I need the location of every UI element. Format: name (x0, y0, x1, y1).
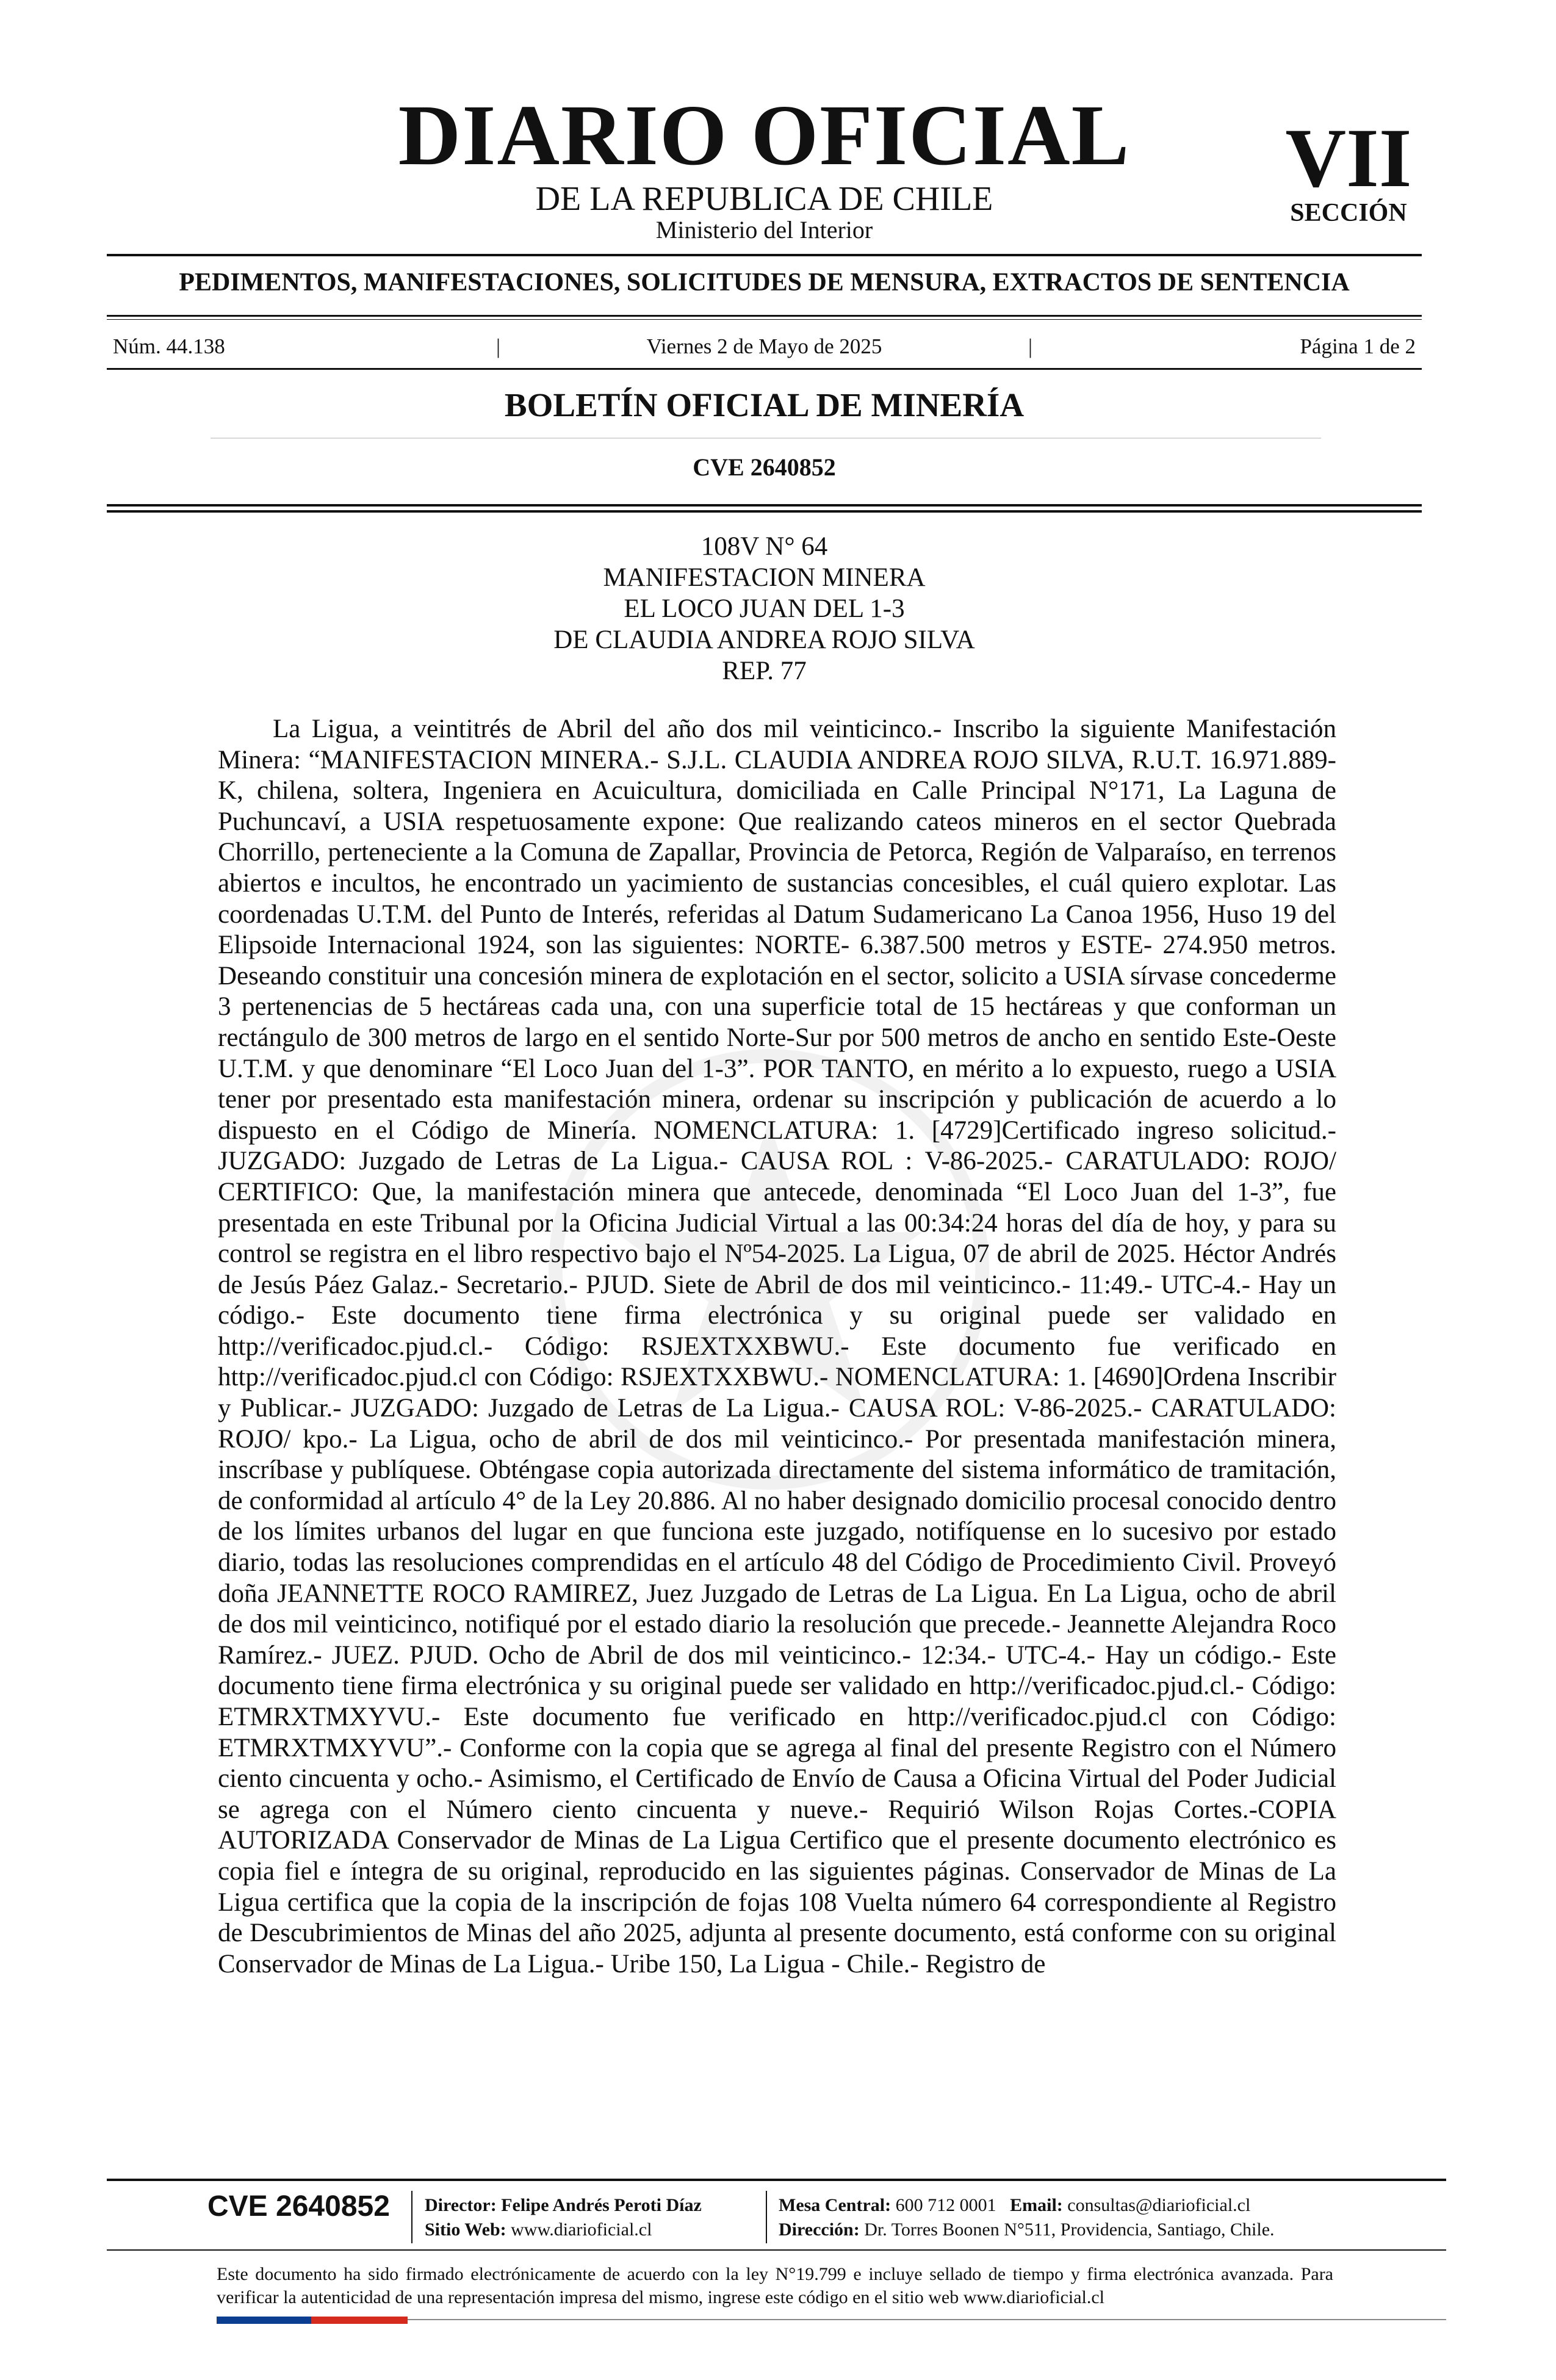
section-label: SECCIÓN (1290, 199, 1407, 227)
issue-info-row (113, 331, 1416, 362)
category-divider-bottom (107, 319, 1422, 320)
footer-contact-block (779, 2193, 1275, 2242)
section-number: VII (1285, 111, 1412, 204)
bulletin-title: BOLETÍN OFICIAL DE MINERÍA (504, 386, 1025, 424)
director-name: Felipe Andrés Peroti Díaz (501, 2195, 702, 2215)
email-label: Email: (1010, 2195, 1063, 2215)
email-link[interactable]: consultas@diarioficial.cl (1067, 2195, 1251, 2215)
address-text: Dr. Torres Boonen N°511, Providencia, Santiago, Chile. (864, 2220, 1275, 2240)
separator-2: | (1028, 334, 1033, 358)
footer-separator (411, 2191, 412, 2243)
flag-red-segment (311, 2317, 408, 2324)
masthead (107, 87, 1422, 247)
footer-separator (766, 2191, 767, 2243)
footer-cve-code: CVE 2640852 (207, 2190, 390, 2223)
director-label: Director: (425, 2195, 497, 2215)
flag-blue-segment (217, 2317, 311, 2324)
footer-director-block (425, 2193, 702, 2242)
heading-line: EL LOCO JUAN DEL 1-3 (624, 594, 905, 623)
footer-divider (107, 2179, 1446, 2181)
ministry-label: Ministerio del Interior (655, 216, 873, 243)
website-link[interactable]: www.diarioficial.cl (511, 2220, 652, 2240)
cve-divider-top (107, 504, 1422, 507)
notice-heading (107, 531, 1422, 687)
heading-line: DE CLAUDIA ANDREA ROJO SILVA (553, 626, 975, 654)
phone-number: 600 712 0001 (895, 2195, 996, 2215)
footer-legal-note: Este documento ha sido firmado electrónicamente de acuerdo con la ley N°19.799 e incluye sellado de tiempo y firma electrónica avanzada. Para verificar la autenticidad de una representación impresa del mismo, ingrese este código en el sitio web www.diarioficial.cl (217, 2264, 1333, 2307)
footer-divider-bottom (107, 2249, 1446, 2251)
category-title: PEDIMENTOS, MANIFESTACIONES, SOLICITUDES DE MENSURA, EXTRACTOS DE SENTENCIA (179, 269, 1350, 297)
category-divider-top (107, 315, 1422, 317)
address-label: Dirección: (779, 2220, 860, 2240)
heading-line: 108V N° 64 (701, 532, 828, 561)
bulletin-divider (211, 438, 1321, 439)
chile-flag-stripe (217, 2317, 408, 2324)
cve-divider-bottom (107, 510, 1422, 513)
masthead-divider (107, 254, 1422, 256)
issue-number: Núm. 44.138 (113, 334, 225, 358)
heading-line: MANIFESTACION MINERA (603, 563, 926, 592)
heading-line: REP. 77 (722, 657, 807, 685)
phone-label: Mesa Central: (779, 2195, 891, 2215)
website-label: Sitio Web: (425, 2220, 506, 2240)
newspaper-subtitle: DE LA REPUBLICA DE CHILE (535, 180, 993, 218)
newspaper-title: DIARIO OFICIAL (398, 87, 1131, 183)
cve-code: CVE 2640852 (693, 453, 836, 481)
issue-divider (107, 368, 1422, 370)
notice-body: La Ligua, a veintitrés de Abril del año dos mil veinticinco.- Inscribo la siguiente Manifestación Minera: “MANIFESTACION MINERA.- S.J.L. CLAUDIA ANDREA ROJO SILVA, R.U.T. 16.971.889-K, chilena, soltera, Ingeniera en Acuicultura, domiciliada en Calle Principal N°171, La Laguna de Puchuncaví, a USIA respetuosamente expone: Que realizando cateos mineros en el sector Quebrada Chorrillo, perteneciente a la Comuna de Zapallar, Provincia de Petorca, Región de Valparaíso, en terrenos abiertos e incultos, he encontrado un yacimiento de sustancias concesibles, el cuál quiero explotar. Las coordenadas U.T.M. del Punto de Interés, referidas al Datum Sudamericano La Canoa 1956, Huso 19 del Elipsoide Internacional 1924, son las siguientes: NORTE- 6.387.500 metros y ESTE- 274.950 metros. Deseando constituir una concesión minera de explotación en el sector, solicito a USIA sírvase concederme 3 pertenencias de 5 hectáreas cada una, con una superficie total de 15 hectáreas y que conforman un rectángulo de 300 metros de largo en el sentido Norte-Sur por 500 metros de ancho en sentido Este-Oeste U.T.M. y que denominare “El Loco Juan del 1-3”. POR TANTO, en mérito a lo expuesto, ruego a USIA tener por presentado esta manifestación minera, ordenar su inscripción y publicación de acuerdo a lo dispuesto en el Código de Minería. NOMENCLATURA: 1. [4729]Certificado ingreso solicitud.- JUZGADO: Juzgado de Letras de La Ligua.- CAUSA ROL : V-86-2025.- CARATULADO: ROJO/ CERTIFICO: Que, la manifestación minera que antecede, denominada “El Loco Juan del 1-3”, fue presentada en este Tribunal por la Oficina Judicial Virtual a las 00:34:24 horas del día de hoy, y para su control se registra en el libro respectivo bajo el Nº54-2025. La Ligua, 07 de abril de 2025. Héctor Andrés de Jesús Páez Galaz.- Secretario.- PJUD. Siete de Abril de dos mil veinticinco.- 11:49.- UTC-4.- Hay un código.- Este documento tiene firma electrónica y su original puede ser validado en http://verificadoc.pjud.cl.- Código: RSJEXTXXBWU.- Este documento fue verificado en http://verificadoc.pjud.cl con Código: RSJEXTXXBWU.- NOMENCLATURA: 1. [4690]Ordena Inscribir y Publicar.- JUZGADO: Juzgado de Letras de La Ligua.- CAUSA ROL: V-86-2025.- CARATULADO: ROJO/ kpo.- La Ligua, ocho de abril de dos mil veinticinco.- Por presentada manifestación minera, inscríbase y publíquese. Obténgase copia autorizada directamente del sistema informático de tramitación, de conformidad al artículo 4° de la Ley 20.886. Al no haber designado domicilio procesal conocido dentro de los límites urbanos del lugar en que funciona este juzgado, notifíquense en lo sucesivo por estado diario, todas las resoluciones comprendidas en el artículo 48 del Código de Procedimiento Civil. Proveyó doña JEANNETTE ROCO RAMIREZ, Juez Juzgado de Letras de La Ligua. En La Ligua, ocho de abril de dos mil veinticinco, notifiqué por el estado diario la resolución que precede.- Jeannette Alejandra Roco Ramírez.- JUEZ. PJUD. Ocho de Abril de dos mil veinticinco.- 12:34.- UTC-4.- Hay un código.- Este documento tiene firma electrónica y su original puede ser validado en http://verificadoc.pjud.cl.- Código: ETMRXTMXYVU.- Este documento fue verificado en http://verificadoc.pjud.cl con Código: ETMRXTMXYVU”.- Conforme con la copia que se agrega al final del presente Registro con el Número ciento cincuenta y ocho.- Asimismo, el Certificado de Envío de Causa a Oficina Virtual del Poder Judicial se agrega con el Número ciento cincuenta y nueve.- Requirió Wilson Rojas Cortes.-COPIA AUTORIZADA Conservador de Minas de La Ligua Certifico que el presente documento electrónico es copia fiel e íntegra de su original, reproducido en las siguientes páginas. Conservador de Minas de La Ligua certifica que la copia de la inscripción de fojas 108 Vuelta número 64 correspondiente al Registro de Descubrimientos de Minas del año 2025, adjunta al presente documento, está conforme con su original Conservador de Minas de La Ligua.- Uribe 150, La Ligua - Chile.- Registro de (218, 715, 1336, 1978)
separator-1: | (496, 334, 501, 358)
page-count: Página 1 de 2 (1300, 334, 1416, 358)
bottom-divider (408, 2319, 1446, 2320)
issue-date: Viernes 2 de Mayo de 2025 (646, 334, 882, 358)
